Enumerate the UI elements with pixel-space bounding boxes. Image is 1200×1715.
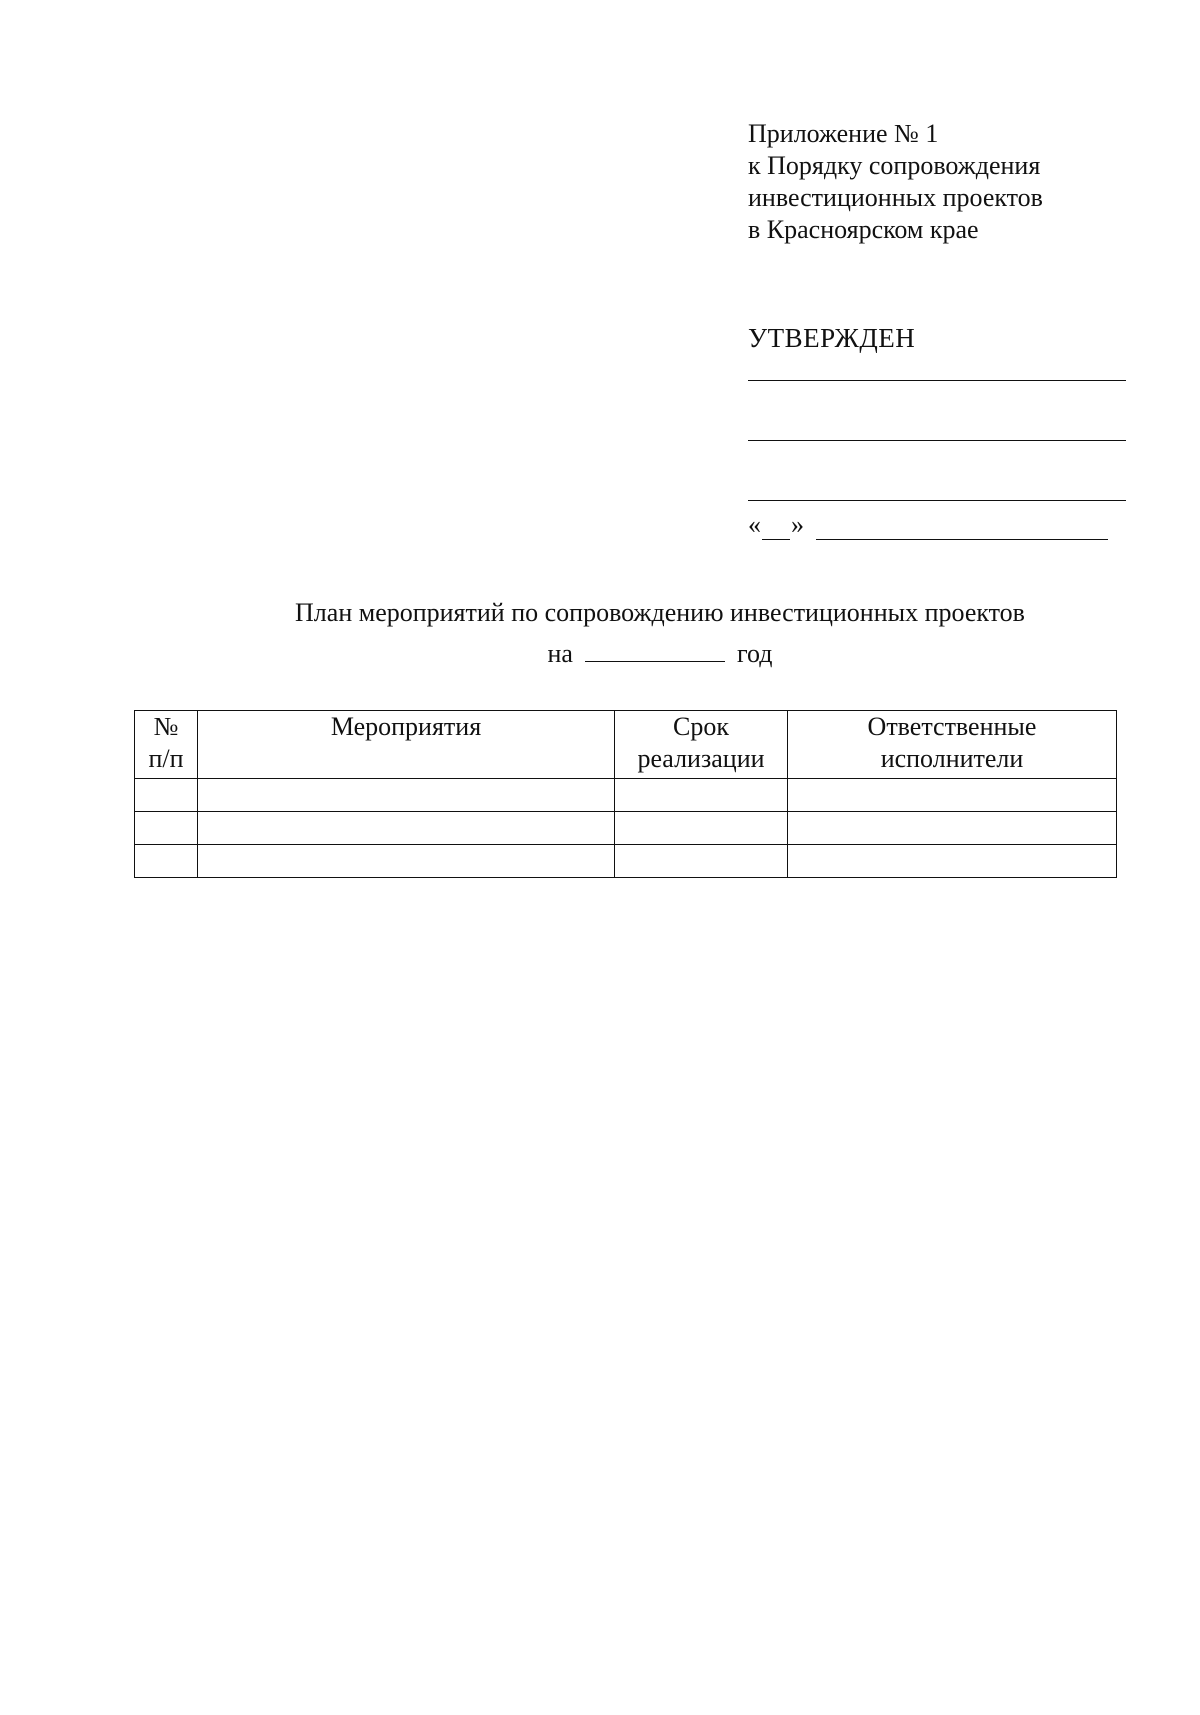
appendix-line-4: в Красноярском крае	[748, 215, 979, 244]
header-term-line-1: Срок	[673, 712, 729, 741]
plan-title: План мероприятий по сопровождению инвестиционных проектов	[295, 598, 1025, 627]
header-term-line-2: реализации	[637, 744, 765, 773]
plan-year-blank	[585, 639, 725, 662]
table-cell-event	[198, 845, 615, 878]
table-cell-responsible	[788, 779, 1117, 812]
header-responsible	[788, 711, 1117, 779]
plan-year-prefix: на	[547, 639, 573, 668]
date-day-blank	[762, 515, 790, 540]
table-cell-number	[135, 812, 198, 845]
header-number-line-2: п/п	[148, 744, 184, 773]
header-number	[135, 711, 198, 779]
date-open-quote: «	[748, 510, 761, 539]
table-row	[135, 845, 1117, 878]
approval-signature-line-2	[748, 440, 1126, 441]
header-events-label: Мероприятия	[330, 712, 482, 741]
appendix-line-2: к Порядку сопровождения	[748, 151, 1041, 180]
date-close-quote: »	[791, 510, 804, 539]
header-responsible-line-2: исполнители	[880, 744, 1024, 773]
approval-date-line	[748, 510, 1108, 540]
table-cell-number	[135, 779, 198, 812]
approved-title: УТВЕРЖДЕН	[748, 323, 916, 353]
header-responsible-line-1: Ответственные	[867, 712, 1037, 741]
table-header-row	[135, 711, 1117, 779]
appendix-heading	[748, 118, 1043, 246]
table-cell-event	[198, 779, 615, 812]
header-number-line-1: №	[153, 712, 179, 741]
appendix-line-3: инвестиционных проектов	[748, 183, 1043, 212]
plan-table	[134, 710, 1117, 878]
appendix-line-1: Приложение № 1	[748, 119, 939, 148]
table-cell-term	[615, 779, 788, 812]
table-row	[135, 812, 1117, 845]
table-row	[135, 779, 1117, 812]
approval-signature-line-1	[748, 380, 1126, 381]
header-term	[615, 711, 788, 779]
plan-year-suffix: год	[736, 639, 773, 668]
plan-year-line	[0, 638, 1200, 670]
date-month-blank	[816, 515, 1108, 540]
approval-signature-line-3	[748, 500, 1126, 501]
table-cell-term	[615, 812, 788, 845]
table-cell-event	[198, 812, 615, 845]
table-cell-responsible	[788, 812, 1117, 845]
table-cell-term	[615, 845, 788, 878]
table-cell-number	[135, 845, 198, 878]
header-events	[198, 711, 615, 779]
table-cell-responsible	[788, 845, 1117, 878]
